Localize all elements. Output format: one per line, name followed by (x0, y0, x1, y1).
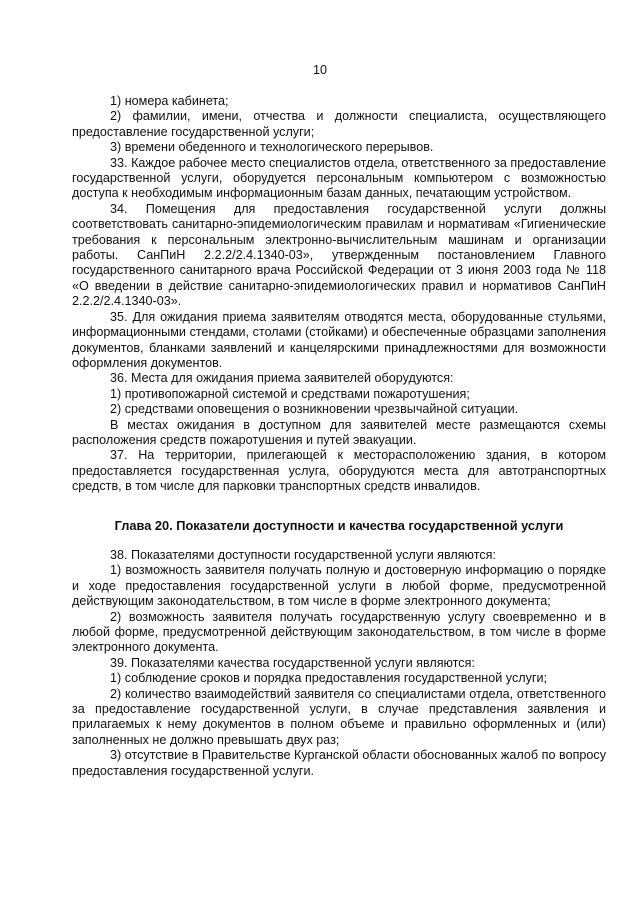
paragraph: 1) противопожарной системой и средствами пожаротушения; (110, 386, 470, 401)
paragraph: 34. Помещения для предоставления государственной услуги должны соответствовать санитарно-эпидемиологическим правилам и нормативам «Гигиенические требования к персональным электронно-вычислительным машинам и организации работы. СанПиН 2.2.2/2.4.1340-03», утвержденным постановлением Главного государственного санитарного врача Российской Федерации от 3 июня 2003 года № 118 «О введении в действие санитарно-эпидемиологических правил и нормативов СанПиН 2.2.2/2.4.1340-03». (72, 201, 606, 309)
paragraph: В местах ожидания в доступном для заявителей месте размещаются схемы расположения средств пожаротушения и путей эвакуации. (72, 417, 606, 447)
paragraph: 2) возможность заявителя получать государственную услугу своевременно и в любой форме, предусмотренной действующим законодательством, в том числе в форме электронного документа. (72, 609, 606, 655)
paragraph: 39. Показателями качества государственной услуги являются: (110, 655, 475, 670)
paragraph: 38. Показателями доступности государственной услуги являются: (110, 547, 496, 562)
paragraph: 2) средствами оповещения о возникновении чрезвычайной ситуации. (110, 402, 519, 417)
document-body (72, 94, 606, 779)
paragraph: 2) количество взаимодействий заявителя со специалистами отдела, ответственного за предоставление государственной услуги, в случае представления заявления и прилагаемых к нему документов в полном объеме и правильно оформленных и (или) заполненных не должно превышать двух раз; (72, 686, 606, 747)
page-number: 10 (312, 63, 327, 77)
paragraph: 3) времени обеденного и технологического перерывов. (110, 140, 434, 155)
paragraph: 37. На территории, прилегающей к месторасположению здания, в котором предоставляется государственная услуга, оборудуются места для автотранспортных средств, в том числе для парковки транспортных средств инвалидов. (72, 448, 606, 494)
paragraph: 2) фамилии, имени, отчества и должности специалиста, осуществляющего предоставление государственной услуги; (72, 109, 606, 139)
paragraph: 1) номера кабинета; (110, 94, 229, 108)
paragraph: 33. Каждое рабочее место специалистов отдела, ответственного за предоставление государственной услуги, оборудуется персональным компьютером с возможностью доступа к необходимым информационным базам данных, печатающим устройством. (72, 155, 606, 201)
paragraph: 36. Места для ожидания приема заявителей оборудуются: (110, 371, 454, 386)
paragraph: 1) соблюдение сроков и порядка предоставления государственной услуги; (110, 671, 548, 686)
chapter-heading: Глава 20. Показатели доступности и качества государственной услуги (114, 517, 564, 533)
paragraph: 1) возможность заявителя получать полную и достоверную информацию о порядке и ходе предоставления государственной услуги в любой форме, предусмотренной действующим законодательством, в том числе в форме электронного документа; (72, 563, 606, 609)
paragraph: 3) отсутствие в Правительстве Курганской области обоснованных жалоб по вопросу предоставления государственной услуги. (72, 748, 606, 778)
paragraph: 35. Для ожидания приема заявителям отводятся места, оборудованные стульями, информационными стендами, столами (стойками) и обеспеченные образцами заполнения документов, бланками заявлений и канцелярскими принадлежностями для возможности оформления документов. (72, 309, 606, 370)
